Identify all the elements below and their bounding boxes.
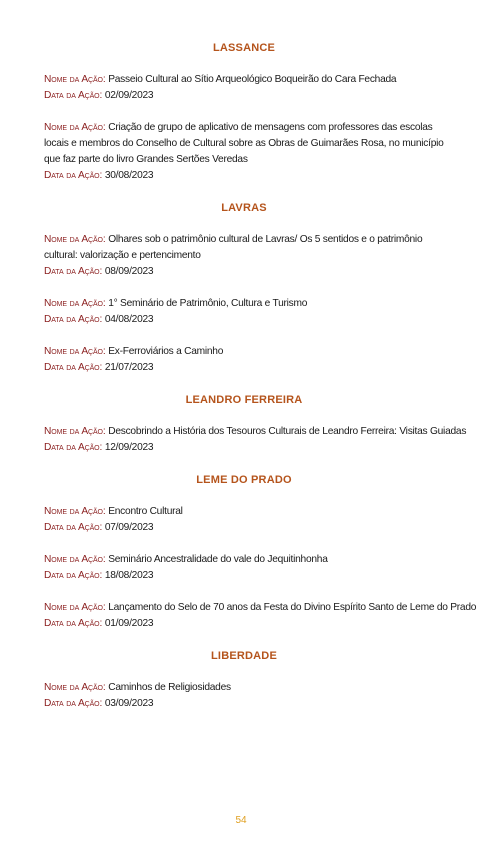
- action-name-label: Nome da Ação:: [44, 234, 106, 245]
- action-entry: [44, 424, 467, 456]
- action-date-label: Data da Ação:: [44, 522, 103, 533]
- action-name-label: Nome da Ação:: [44, 602, 106, 613]
- action-name: Lançamento do Selo de 70 anos da Festa do Divino Espírito Santo de Leme do Prado: [108, 602, 477, 613]
- action-name: Criação de grupo de aplicativo de mensagens com professores das escolas locais e membros do Conselho de Cultural sobre as Obras de Guimarães Rosa, no município que faz parte do livro Grandes Sertões Veredas: [44, 122, 444, 165]
- action-entry: [44, 680, 444, 712]
- city-heading-lassance: LASSANCE: [212, 42, 276, 54]
- action-entry: [44, 232, 444, 280]
- action-name-label: Nome da Ação:: [44, 122, 106, 133]
- action-name-label: Nome da Ação:: [44, 682, 106, 693]
- action-date: 12/09/2023: [104, 442, 154, 453]
- city-heading-lavras: LAVRAS: [221, 202, 267, 214]
- action-date-label: Data da Ação:: [44, 90, 103, 101]
- action-date-label: Data da Ação:: [44, 266, 103, 277]
- action-name-label: Nome da Ação:: [44, 298, 106, 309]
- action-date: 18/08/2023: [104, 570, 154, 581]
- action-date-label: Data da Ação:: [44, 698, 103, 709]
- city-heading-leme-do-prado: LEME DO PRADO: [196, 474, 292, 486]
- action-entry: [44, 600, 477, 632]
- action-name-label: Nome da Ação:: [44, 346, 106, 357]
- action-date-label: Data da Ação:: [44, 170, 103, 181]
- city-heading-leandro-ferreira: LEANDRO FERREIRA: [185, 394, 303, 406]
- action-name: Olhares sob o patrimônio cultural de Lavras/ Os 5 sentidos e o patrimônio cultural: valorização e pertencimento: [44, 234, 423, 261]
- city-heading-liberdade: LIBERDADE: [211, 650, 277, 662]
- action-name-label: Nome da Ação:: [44, 74, 106, 85]
- action-name: Seminário Ancestralidade do vale do Jequitinhonha: [108, 554, 328, 565]
- action-name-label: Nome da Ação:: [44, 426, 106, 437]
- document-body: [44, 0, 477, 709]
- action-name: Encontro Cultural: [108, 506, 183, 517]
- action-date-label: Data da Ação:: [44, 442, 103, 453]
- action-name-label: Nome da Ação:: [44, 506, 106, 517]
- action-date-label: Data da Ação:: [44, 618, 103, 629]
- action-name: Caminhos de Religiosidades: [108, 682, 231, 693]
- action-entry: [44, 344, 444, 376]
- action-date-label: Data da Ação:: [44, 362, 103, 373]
- action-name: 1° Seminário de Patrimônio, Cultura e Turismo: [108, 298, 308, 309]
- action-date: 30/08/2023: [104, 170, 154, 181]
- action-date: 03/09/2023: [104, 698, 154, 709]
- action-date-label: Data da Ação:: [44, 570, 103, 581]
- action-entry: [44, 296, 444, 328]
- action-date: 07/09/2023: [104, 522, 154, 533]
- page-number: 54: [235, 815, 247, 826]
- action-date: 21/07/2023: [104, 362, 154, 373]
- action-date: 02/09/2023: [104, 90, 154, 101]
- action-entry: [44, 72, 444, 104]
- action-date-label: Data da Ação:: [44, 314, 103, 325]
- action-entry: [44, 552, 444, 584]
- action-date: 04/08/2023: [104, 314, 154, 325]
- action-name: Ex-Ferroviários a Caminho: [108, 346, 224, 357]
- action-name: Descobrindo a História dos Tesouros Culturais de Leandro Ferreira: Visitas Guiadas: [108, 426, 467, 437]
- action-date: 08/09/2023: [104, 266, 154, 277]
- action-entry: [44, 504, 444, 536]
- action-entry: [44, 120, 444, 184]
- action-name-label: Nome da Ação:: [44, 554, 106, 565]
- action-name: Passeio Cultural ao Sítio Arqueológico Boqueirão do Cara Fechada: [108, 74, 397, 85]
- action-date: 01/09/2023: [104, 618, 154, 629]
